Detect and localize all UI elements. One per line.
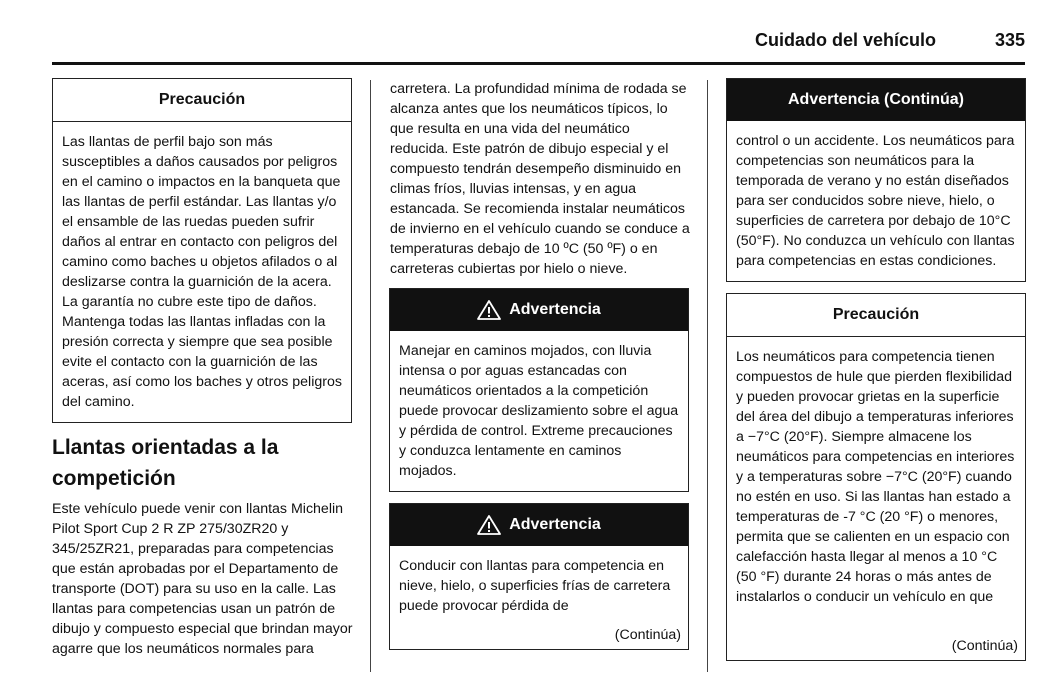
warning-box-cold-surfaces (389, 503, 689, 650)
precaution-body: Las llantas de perfil bajo son más susceptibles a daños causados por peligros en el camino o impactos en la banqueta que las llantas de perfil estándar. Las llantas y/o el ensamble de las ruedas pueden sufrir daños al entrar en contacto con peligros del camino como baches u objetos afilados o al deslizarse contra la guarnición de la acera. La garantía no cubre este tipo de daños. Mantenga todas las llantas infladas con la presión correcta y siempre que sea posible evite el contacto con la guarnición de las aceras, así como los baches y otros peligros del camino. (62, 134, 342, 410)
warning-heading (390, 504, 688, 546)
continued-paragraph: carretera. La profundidad mínima de rodada se alcanza antes que los neumáticos típicos, lo que resulta en una vida del neumático reducida. Este patrón de dibujo especial y el compuesto tendrán desempeño disminuido en climas fríos, lluvias intensas, y en agua estancada. Se recomienda instalar neumáticos de invierno en el vehículo cuando se conduce a temperaturas debajo de 10 ºC (50 ºF) o en carreteras cubiertas por hielo o nieve. (390, 81, 690, 277)
intro-paragraph: Este vehículo puede venir con llantas Michelin Pilot Sport Cup 2 R ZP 275/30ZR20 y 345/25ZR21, preparadas para competencias que están aprobadas por el Departamento de transporte (DOT) para su uso en la calle. Las llantas para competencias usan un patrón de dibujo y compuesto especial que brindan mayor agarre que los neumáticos normales para (52, 501, 353, 657)
precaution-heading: Precaución (53, 79, 351, 122)
warning-heading (390, 289, 688, 331)
running-header-title: Cuidado del vehículo (754, 30, 936, 50)
precaution-box-col3 (726, 293, 1026, 661)
warning-triangle-icon (477, 299, 501, 321)
header-rule (52, 62, 1025, 65)
precaution-box-col1 (52, 78, 352, 423)
warning-triangle-icon (477, 514, 501, 536)
continued-marker: (Continúa) (951, 638, 1018, 654)
section-title: Llantas orientadas a la competición (52, 436, 279, 490)
warning-heading-label: Advertencia (509, 301, 601, 318)
column-divider-right (707, 80, 708, 672)
continued-marker: (Continúa) (614, 627, 681, 643)
warning-body: Manejar en caminos mojados, con lluvia intensa o por aguas estancadas con neumáticos orientados a la competición puede provocar deslizamiento sobre el agua y pérdida de control. Extreme precauciones y conduzca lentamente en caminos mojados. (399, 343, 679, 479)
page-number: 335 (994, 30, 1025, 50)
warning-heading-label: Advertencia (509, 516, 601, 533)
warning-body: Conducir con llantas para competencia en nieve, hielo, o superficies frías de carretera puede provocar pérdida de (399, 558, 671, 614)
precaution-body: Los neumáticos para competencia tienen compuestos de hule que pierden flexibilidad y pueden provocar grietas en la superficie del área del dibujo a temperaturas inferiores a −7°C (20°F). Siempre almacene los neumáticos para competencias en interiores y a temperaturas sobre −7°C (20°F) cuando no estén en uso. Si las llantas han estado a temperaturas de -7 °C (20 °F) o menores, permita que se calienten en un espacio con calefacción hasta llegar al menos a 10 °C (50 °F) durante 24 horas o más antes de instalarlos o conducir un vehículo en que (736, 349, 1015, 605)
precaution-heading: Precaución (727, 294, 1025, 337)
warning-continued-heading: Advertencia (Continúa) (727, 79, 1025, 121)
column-divider-left (370, 80, 371, 672)
warning-continued-box (726, 78, 1026, 282)
warning-continued-body: control o un accidente. Los neumáticos para competencias son neumáticos para la temporada de verano y no están diseñados para ser conducidos sobre nieve, hielo, o superficies de carretera por debajo de 10°C (50°F). No conduzca un vehículo con llantas para competencias en estas condiciones. (736, 133, 1015, 269)
warning-box-wet-roads (389, 288, 689, 492)
